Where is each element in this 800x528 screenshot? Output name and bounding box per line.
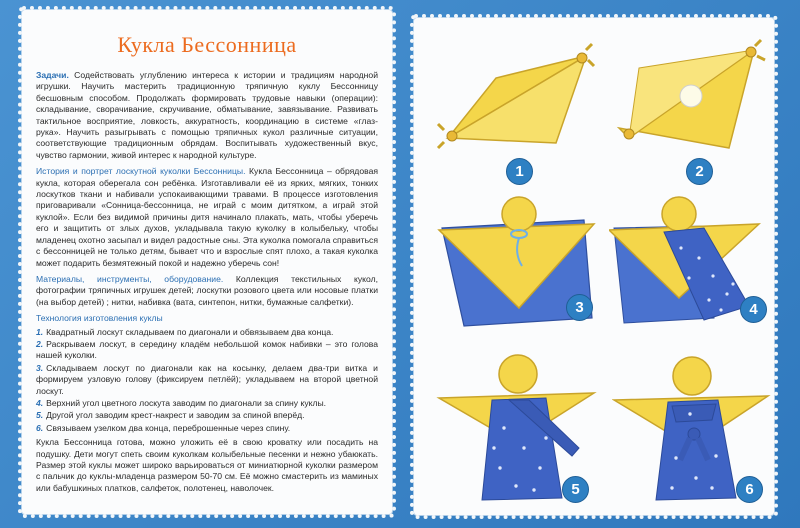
materials-label: Материалы, инструменты, оборудование.: [36, 273, 224, 284]
step-badge: 6: [736, 476, 763, 503]
step-number: 5.: [36, 410, 44, 421]
step-text: Верхний угол цветного лоскута заводим по диагонали за спину куклы.: [46, 397, 327, 408]
step-item: [36, 327, 378, 338]
history-label: История и портрет лоскутной куколки Бессонницы.: [36, 166, 246, 177]
outro-paragraph: Кукла Бессонница готова, можно уложить её в свою кроватку или посадить на подушку. Дети могут спеть своим куколкам колыбельные песенки и нежно убаюкать. Размер этой куклы может широко варьироваться от миниатюрной куколки размером с пальчик до куклы-младенца размером 50-70 см. Её можно смастерить из маминых или бабушкиных платков, салфеток, полотенец, наволочек.: [36, 437, 378, 493]
history-paragraph: [36, 166, 378, 269]
step-number: 2.: [36, 338, 44, 349]
step-text: Складываем лоскут по диагонали как на косынку, делаем два-три витка и формируем узловую голову (фиксируем петлёй); укладываем на второй цветной лоскут.: [36, 362, 378, 396]
step-item: [36, 363, 378, 397]
materials-text: Коллекция текстильных кукол, фотографии тряпичных игрушек детей; лоскутки розового цвета или носовые платки (на выбор детей) ; нитки, набивка (вата, синтепон, нитки, бумажные салфетки).: [36, 273, 378, 307]
step-number: 6.: [36, 422, 44, 433]
materials-paragraph: [36, 274, 378, 308]
step-text: Другой угол заводим крест-накрест и заводим за спиной вперёд.: [46, 410, 305, 421]
step-item: [36, 398, 378, 409]
step-badge: 5: [562, 476, 589, 503]
steps-list: [36, 327, 378, 435]
step-text: Связываем узелком два конца, переброшенные через спину.: [46, 422, 291, 433]
page-title: Кукла Бессонница: [117, 32, 297, 57]
step-2-illustration: [609, 38, 769, 158]
text-content: [36, 70, 378, 499]
step-item: [36, 339, 378, 362]
step-number: 3.: [36, 362, 44, 373]
step-item: [36, 410, 378, 421]
step-badge: 4: [740, 296, 767, 323]
step-badge: 1: [506, 158, 533, 185]
step-item: [36, 423, 378, 434]
right-page: [414, 18, 774, 515]
step-text: Раскрываем лоскут, в середину кладём небольшой комок набивки – это голова нашей куколки.: [36, 338, 378, 361]
step-badge: 2: [686, 158, 713, 185]
history-text: Кукла Бессонница – обрядовая кукла, которая оберегала сон ребёнка. Изготавливали её из ярких, мягких, тонких лоскутков ткани и набивали успокаивающими травами. В процессе изготовления приговаривали «Сонница-бессонница, не играй с моим дитятком, а играй этой куклой». Если без видимой причины дитя начинало плакать, мать, чтобы уберечь его и защитить от злых духов, укладывала такую куколку в колыбельку, чтобы младенец охотно засыпал и видел радостные сны. Эта куколка помогала справиться с бессонницей не только детям, бывает что и взрослые спят плохо, а такая куколка может подарить безмятежный покой и надежно уберечь сон!: [36, 166, 378, 268]
step-badge: 3: [566, 294, 593, 321]
technology-label: Технология изготовления куклы: [36, 313, 163, 324]
tasks-text: Содействовать углублению интереса к истории и традициям народной игрушки. Научить мастерить традиционную тряпичную куклу Бессонницу бесшовным способом. Продолжать формировать трудовые навыки (операции): складывание, сворачивание, скручивание, обматывание, завязывание. Развивать тактильное восприятие, ловкость, аккуратность, координацию в системе «глаз-рука». Научить разыгрывать с помощью тряпичных кукол различные ситуации, соответствующие традиционным обрядам. Воспитывать художественный вкус, чувство гармонии, живой интерес к народной культуре.: [36, 70, 378, 160]
step-text: Квадратный лоскут складываем по диагонали и обвязываем два конца.: [46, 326, 334, 337]
step-number: 1.: [36, 326, 44, 337]
step-1-illustration: [436, 38, 596, 158]
tasks-paragraph: [36, 70, 378, 161]
step-number: 4.: [36, 397, 44, 408]
left-page: [22, 10, 392, 514]
tasks-label: Задачи.: [36, 70, 69, 80]
